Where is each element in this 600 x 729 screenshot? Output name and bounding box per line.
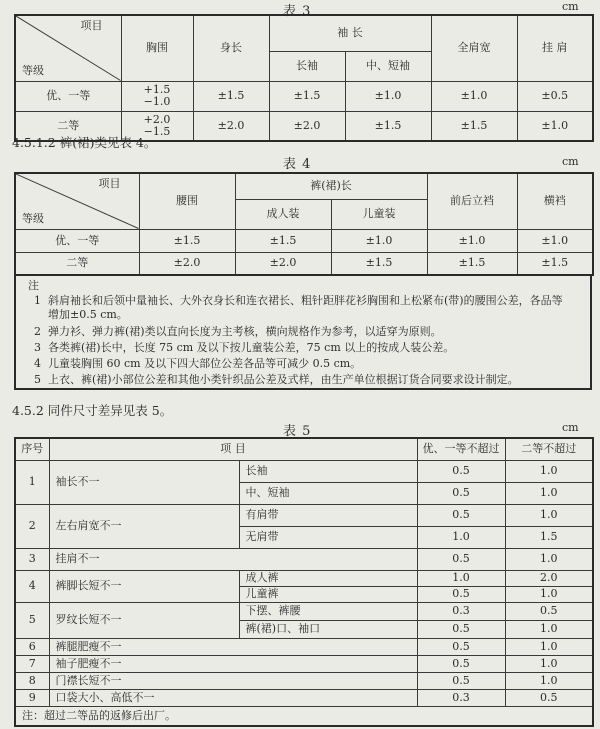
table3-header-long: 长袖 xyxy=(269,51,345,81)
table3-header-shoulder: 全肩宽 xyxy=(431,15,517,81)
table-row: 4 裤脚长短不一 成人裤 1.0 2.0 xyxy=(15,570,593,586)
table3-header-sleeve: 袖 长 xyxy=(269,15,431,51)
table-row: 8 门襟长短不一 0.5 1.0 xyxy=(15,672,593,689)
table3-caption: 表 3 xyxy=(283,4,312,19)
note-item-cont: 增加±0.5 cm。 xyxy=(48,308,128,321)
table3 xyxy=(14,14,594,142)
table3-diagonal-header: 项目 等级 xyxy=(15,15,121,81)
table4-notes xyxy=(14,276,592,390)
section-4-5-1-2: 4.5.1.2 裤(裙)类见表 4。 xyxy=(12,135,157,150)
table-row: 6 裤腿肥瘦不一 0.5 1.0 xyxy=(15,638,593,655)
table3-header-midshort: 中、短袖 xyxy=(345,51,431,81)
table4-unit: cm xyxy=(562,155,579,168)
table3-header-hang: 挂 肩 xyxy=(517,15,593,81)
table3-unit: cm xyxy=(562,0,579,13)
table3-header-body: 身长 xyxy=(193,15,269,81)
table-row: 9 口袋大小、高低不一 0.3 0.5 xyxy=(15,689,593,706)
notes-title: 注 xyxy=(28,279,39,292)
table-row: 中、短袖 0.5 1.0 xyxy=(15,482,593,504)
note-item: 4 儿童装胸围 60 cm 及以下四大部位公差各品等可减少 0.5 cm。 xyxy=(34,357,362,370)
table-row: 1 袖长不一 长袖 0.5 1.0 xyxy=(15,460,593,482)
note-item: 3 各类裤(裙)长中，长度 75 cm 及以下按儿童装公差，75 cm 以上的按成人装公差。 xyxy=(34,341,455,354)
table5-header-item: 项 目 xyxy=(49,438,417,460)
table4-row: 二等 ±2.0 ±2.0 ±1.5 ±1.5 ±1.5 xyxy=(15,252,593,275)
table5-header-good: 优、一等不超过 xyxy=(417,438,505,460)
table5 xyxy=(14,437,594,727)
table5-header-second: 二等不超过 xyxy=(505,438,593,460)
note-item: 2 弹力衫、弹力裤(裙)类以直向长度为主考核，横向规格作为参考，以适穿为原则。 xyxy=(34,325,442,338)
table3-row: 优、一等 +1.5 −1.0 ±1.5 ±1.5 ±1.0 ±1.0 ±0.5 xyxy=(15,81,593,111)
table-row: 5 罗纹长短不一 下摆、裤腰 0.3 0.5 xyxy=(15,602,593,620)
table5-footnote: 注：超过二等品的返修后出厂。 xyxy=(15,706,593,726)
table-row: 7 袖子肥瘦不一 0.5 1.0 xyxy=(15,655,593,672)
table4-header-adult: 成人装 xyxy=(235,199,331,229)
table-row: 裤(裙)口、袖口 0.5 1.0 xyxy=(15,620,593,638)
table4-header-child: 儿童装 xyxy=(331,199,427,229)
table5-caption: 表 5 xyxy=(283,424,312,439)
table4-header-waist: 腰围 xyxy=(139,173,235,229)
table-row: 儿童裤 0.5 1.0 xyxy=(15,586,593,602)
table-row: 无肩带 1.0 1.5 xyxy=(15,526,593,548)
note-item: 1 斜肩袖长和后领中量袖长、大外衣身长和连衣裙长、粗针距胖花衫胸围和上松紧布(带)的腰围公差，各品等 xyxy=(34,294,563,307)
table4 xyxy=(14,172,594,276)
table4-header-pants: 裤(裙)长 xyxy=(235,173,427,199)
table5-header-no: 序号 xyxy=(15,438,49,460)
section-4-5-2: 4.5.2 同件尺寸差异见表 5。 xyxy=(12,403,173,418)
table4-header-cross: 横裆 xyxy=(517,173,593,229)
table4-row: 优、一等 ±1.5 ±1.5 ±1.0 ±1.0 ±1.0 xyxy=(15,229,593,252)
table3-header-chest: 胸围 xyxy=(121,15,193,81)
note-item: 5 上衣、裤(裙)小部位公差和其他小类针织品公差及式样，由生产单位根据订货合同要求设计制定。 xyxy=(34,373,519,386)
table4-caption: 表 4 xyxy=(283,157,312,172)
table-row: 3 挂肩不一 0.5 1.0 xyxy=(15,548,593,570)
table3-row: 二等 +2.0 −1.5 ±2.0 ±2.0 ±1.5 ±1.5 ±1.0 xyxy=(15,111,593,141)
table4-header-rise: 前后立裆 xyxy=(427,173,517,229)
table5-unit: cm xyxy=(562,421,579,434)
table4-diagonal-header: 项目 等级 xyxy=(15,173,139,229)
table-row: 2 左右肩宽不一 有肩带 0.5 1.0 xyxy=(15,504,593,526)
